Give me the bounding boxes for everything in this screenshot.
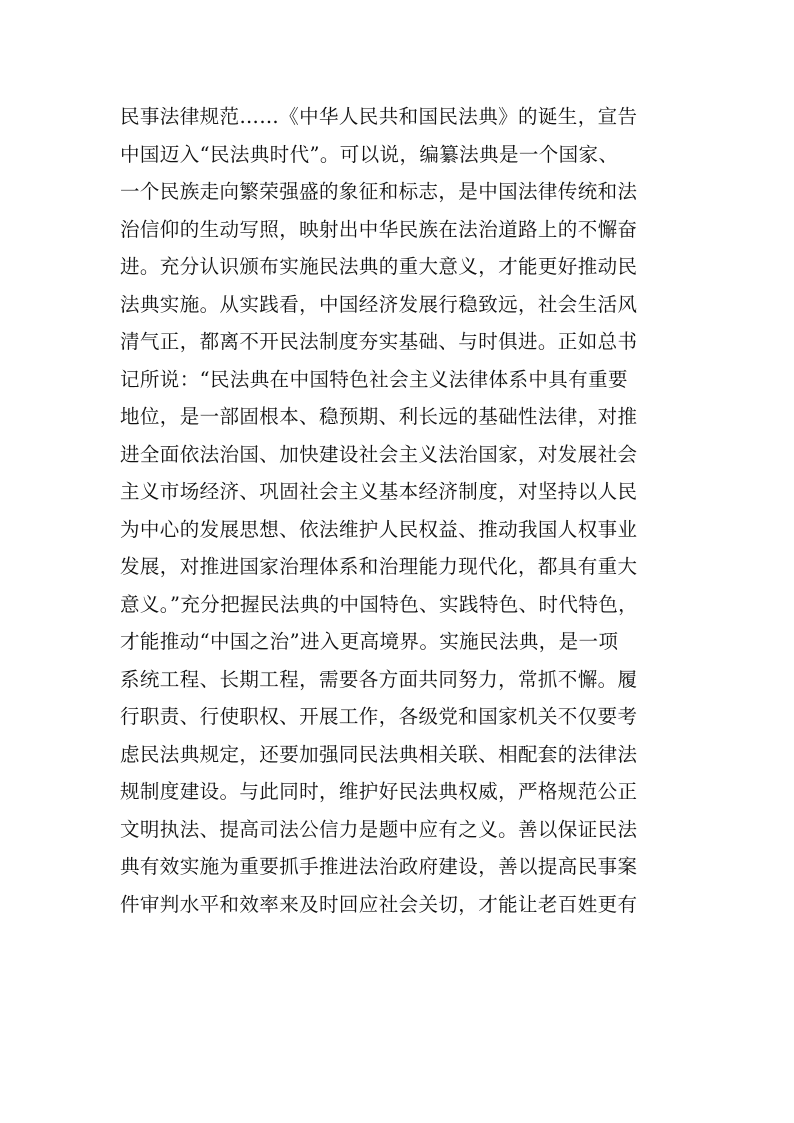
- text-line: 才能推动“中国之治”进入更高境界。实施民法典，是一项: [120, 630, 619, 653]
- text-line: 主义市场经济、巩固社会主义基本经济制度，对坚持以人民: [120, 480, 638, 503]
- body-text: [120, 98, 690, 923]
- text-line: 记所说：“民法典在中国特色社会主义法律体系中具有重要: [120, 367, 628, 391]
- text-line: 意义。”充分把握民法典的中国特色、实践特色、时代特色，: [120, 592, 639, 616]
- text-line: 典有效实施为重要抓手推进法治政府建设，善以提高民事案: [120, 855, 638, 878]
- text-line: 地位，是一部固根本、稳预期、利长远的基础性法律，对推: [120, 405, 638, 428]
- text-line: 清气正，都离不开民法制度夯实基础、与时俱进。正如总书: [120, 330, 638, 353]
- text-line: 为中心的发展思想、依法维护人民权益、推动我国人权事业: [120, 517, 638, 541]
- text-line: 文明执法、提高司法公信力是题中应有之义。善以保证民法: [120, 817, 638, 841]
- text-line: 发展，对推进国家治理体系和治理能力现代化，都具有重大: [120, 555, 638, 578]
- text-line: 虑民法典规定，还要加强同民法典相关联、相配套的法律法: [120, 742, 638, 766]
- text-line: 法典实施。从实践看，中国经济发展行稳致远，社会生活风: [120, 292, 638, 316]
- text-line: 系统工程、长期工程，需要各方面共同努力，常抓不懈。履: [120, 667, 638, 691]
- text-line: 进。充分认识颁布实施民法典的重大意义，才能更好推动民: [120, 255, 638, 278]
- text-line: 治信仰的生动写照，映射出中华民族在法治道路上的不懈奋: [120, 217, 638, 241]
- text-line: 中国迈入“民法典时代”。可以说，编纂法典是一个国家、: [120, 142, 619, 166]
- text-line: 进全面依法治国、加快建设社会主义法治国家，对发展社会: [120, 442, 638, 466]
- text-line: 行职责、行使职权、开展工作，各级党和国家机关不仅要考: [120, 705, 638, 728]
- text-line: 件审判水平和效率来及时回应社会关切，才能让老百姓更有: [120, 892, 638, 916]
- text-line: 一个民族走向繁荣强盛的象征和标志，是中国法律传统和法: [120, 180, 638, 203]
- text-line: 民事法律规范……《中华人民共和国民法典》的诞生，宣告: [120, 105, 638, 128]
- text-line: 规制度建设。与此同时，维护好民法典权威，严格规范公正: [120, 780, 638, 803]
